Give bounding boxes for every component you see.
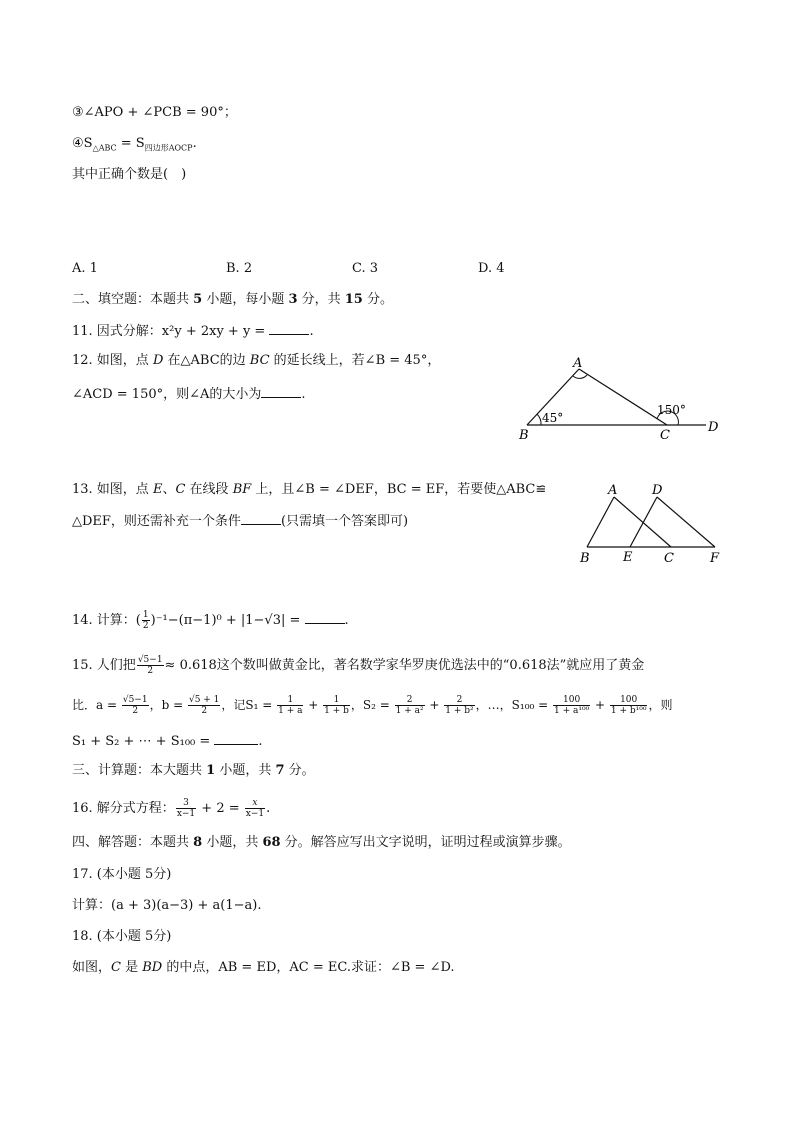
numerator: 2 xyxy=(444,695,474,706)
s3-mid: 小题，共 xyxy=(215,763,276,778)
numerator: √5−1 xyxy=(122,695,148,705)
denominator: x−1 xyxy=(245,809,265,819)
denominator: 1 + a² xyxy=(395,706,424,716)
question-15-line1 xyxy=(72,655,644,676)
question-18-body xyxy=(72,959,455,977)
q13-line2-a: △DEF，则还需补充一个条件 xyxy=(72,514,241,529)
q12-c: 的延长线上，若∠B = 45°， xyxy=(269,353,441,368)
question-13-line2 xyxy=(72,512,408,531)
q15-b: ≈ 0.618这个数叫做黄金比，著名数学家华罗庚优选法中的“0.618法”就应用了黄金 xyxy=(164,658,645,673)
fraction xyxy=(122,695,149,716)
q16-end: . xyxy=(266,801,271,816)
fraction xyxy=(323,695,350,716)
q12-bc: BC xyxy=(249,353,270,368)
label-b: B xyxy=(519,428,529,443)
q12-a: 12. 如图，点 xyxy=(72,353,153,368)
option-d: D. 4 xyxy=(478,261,505,276)
q18-b: 是 xyxy=(120,960,143,975)
denominator: 1 + b xyxy=(324,706,349,716)
numerator: √5−1 xyxy=(137,655,163,665)
denominator: 2 xyxy=(201,706,208,716)
statement-4-eq: = S xyxy=(116,136,145,151)
question-18-header: 18. (本小题 5分) xyxy=(72,929,172,944)
q11-text: 11. 因式分解：x²y + 2xy + y = xyxy=(72,324,270,339)
denominator: 2 xyxy=(142,621,149,631)
label-a: A xyxy=(608,483,618,498)
s2-mid2: 分，共 xyxy=(297,292,345,307)
line-de xyxy=(630,497,657,547)
fraction xyxy=(395,695,425,716)
q15-l2-c: ，记S₁ = xyxy=(221,698,277,712)
statement-4-sub2: 四边形AOCP xyxy=(144,143,193,153)
section-4-title xyxy=(72,834,571,852)
label-c: C xyxy=(660,428,670,443)
angle-b-arc xyxy=(537,414,541,425)
s4-pre: 四、解答题：本题共 xyxy=(72,835,194,850)
answer-blank xyxy=(214,732,258,745)
question-15-line3 xyxy=(72,732,263,751)
label-c: C xyxy=(664,551,674,566)
fraction xyxy=(245,798,265,819)
line-ab xyxy=(587,497,614,547)
s4-mid: 小题，共 xyxy=(202,835,263,850)
numerator: 100 xyxy=(553,695,590,706)
label-e: E xyxy=(623,550,633,565)
question-12-line1 xyxy=(72,352,440,370)
denominator: 1 + b² xyxy=(445,706,474,716)
q12-end: . xyxy=(301,387,306,402)
question-15-line2 xyxy=(72,695,672,716)
statement-4 xyxy=(72,135,197,158)
question-17-body: 计算：(a + 3)(a−3) + a(1−a). xyxy=(72,898,262,913)
s2-pts: 3 xyxy=(288,292,298,307)
q13-rest: 上，且∠B = ∠DEF，BC = EF，若要使△ABC≌ xyxy=(251,482,547,497)
angle-b-label: 45° xyxy=(542,411,564,425)
q12-d: D xyxy=(152,353,164,368)
label-a: A xyxy=(573,356,583,371)
plus-sign: + xyxy=(425,698,444,712)
q11-end: . xyxy=(309,324,314,339)
line-ac xyxy=(579,369,667,425)
q15-l2-a: 比．a = xyxy=(72,698,121,712)
question-11 xyxy=(72,322,314,341)
line-ac xyxy=(614,497,671,547)
s4-total: 68 xyxy=(262,835,281,850)
q15-l2-b: ，b = xyxy=(149,698,187,712)
q18-a: 如图， xyxy=(72,960,112,975)
numerator: 3 xyxy=(176,798,196,809)
q16-mid: + 2 = xyxy=(197,801,244,816)
denominator: 1 + b¹⁰⁰ xyxy=(610,706,647,716)
statement-4-sub1: △ABC xyxy=(92,143,117,153)
label-f: F xyxy=(710,551,720,566)
statement-4-prefix: ④S xyxy=(72,136,93,151)
q14-end: . xyxy=(344,613,349,628)
angle-a-arc xyxy=(573,375,587,378)
q15-l2-e: ，…，S₁₀₀ = xyxy=(475,698,552,712)
label-d: D xyxy=(652,483,663,498)
s2-mid1: 小题，每小题 xyxy=(202,292,289,307)
fraction xyxy=(444,695,474,716)
answer-blank xyxy=(241,512,281,525)
q18-c: C xyxy=(111,960,121,975)
numerator: 100 xyxy=(610,695,648,706)
q13-c: C xyxy=(175,482,186,497)
q13-sep: 、 xyxy=(162,482,176,497)
section-3-title xyxy=(72,762,315,780)
fraction xyxy=(137,655,164,676)
question-14 xyxy=(72,610,349,631)
fraction xyxy=(188,695,220,716)
plus-sign: + xyxy=(304,698,323,712)
s2-end: 分。 xyxy=(362,292,393,307)
answer-blank xyxy=(269,322,309,335)
numerator: 2 xyxy=(395,695,425,706)
denominator: 1 + a xyxy=(278,706,303,716)
q13-e: E xyxy=(152,482,163,497)
fraction xyxy=(277,695,303,716)
q13-line2-b: (只需填一个答案即可) xyxy=(280,514,409,529)
numerator: 1 xyxy=(277,695,303,706)
numerator: √5 + 1 xyxy=(188,695,220,705)
s2-pre: 二、填空题：本题共 xyxy=(72,292,194,307)
q14-mid: )⁻¹−(π−1)⁰ + |1−√3| = xyxy=(150,613,305,628)
q15-l2-f: ，则 xyxy=(648,698,673,712)
s2-n: 5 xyxy=(193,292,203,307)
triangles-figure-13 xyxy=(575,480,725,570)
q15-a: 15. 人们把 xyxy=(72,658,136,673)
q18-rest: 的中点，AB = ED，AC = EC.求证：∠B = ∠D. xyxy=(162,960,455,975)
q13-b: 在线段 xyxy=(185,482,233,497)
section-2-title xyxy=(72,291,393,309)
answer-blank xyxy=(305,611,345,624)
fraction xyxy=(610,695,648,716)
s3-total: 7 xyxy=(275,763,285,778)
fraction xyxy=(142,610,150,631)
statement-3: ③∠APO + ∠PCB = 90°； xyxy=(72,105,237,120)
q13-bf: BF xyxy=(232,482,252,497)
option-b: B. 2 xyxy=(226,261,253,276)
option-a: A. 1 xyxy=(72,261,98,276)
denominator: x−1 xyxy=(176,809,196,819)
q15-end: . xyxy=(258,734,263,749)
denominator: 2 xyxy=(132,706,139,716)
q18-bd: BD xyxy=(142,960,163,975)
q15-l3: S₁ + S₂ + ⋯ + S₁₀₀ = xyxy=(72,734,215,749)
plus-sign: + xyxy=(591,698,609,712)
denominator: 1 + a¹⁰⁰ xyxy=(554,706,590,716)
label-b: B xyxy=(580,551,590,566)
q14-prefix: 14. 计算：( xyxy=(72,613,141,628)
question-13-line1 xyxy=(72,481,546,499)
angle-c-label: 150° xyxy=(657,403,686,417)
numerator: 1 xyxy=(142,610,149,620)
fraction xyxy=(553,695,590,716)
question-stem: 其中正确个数是( ) xyxy=(72,167,187,182)
line-df xyxy=(657,497,715,547)
s4-n: 8 xyxy=(193,835,203,850)
label-d: D xyxy=(708,420,719,435)
q12-line2-text: ∠ACD = 150°，则∠A的大小为 xyxy=(72,387,262,402)
option-c: C. 3 xyxy=(352,261,379,276)
s3-end: 分。 xyxy=(284,763,315,778)
question-12-line2 xyxy=(72,385,306,404)
question-17-header: 17. (本小题 5分) xyxy=(72,867,172,882)
q15-l2-d: ，S₂ = xyxy=(350,698,394,712)
q12-b: 在△ABC的边 xyxy=(163,353,250,368)
statement-4-end: . xyxy=(192,136,197,151)
s3-n: 1 xyxy=(206,763,216,778)
s3-pre: 三、计算题：本大题共 xyxy=(72,763,207,778)
q16-prefix: 16. 解分式方程： xyxy=(72,801,175,816)
denominator: 2 xyxy=(147,666,154,676)
s2-total: 15 xyxy=(344,292,363,307)
triangle-figure-12 xyxy=(510,355,730,445)
numerator: x xyxy=(245,798,265,809)
answer-blank xyxy=(261,385,301,398)
fraction xyxy=(176,798,196,819)
question-16 xyxy=(72,798,270,819)
numerator: 1 xyxy=(323,695,350,706)
q13-a: 13. 如图，点 xyxy=(72,482,153,497)
s4-end: 分。解答应写出文字说明，证明过程或演算步骤。 xyxy=(280,835,571,850)
